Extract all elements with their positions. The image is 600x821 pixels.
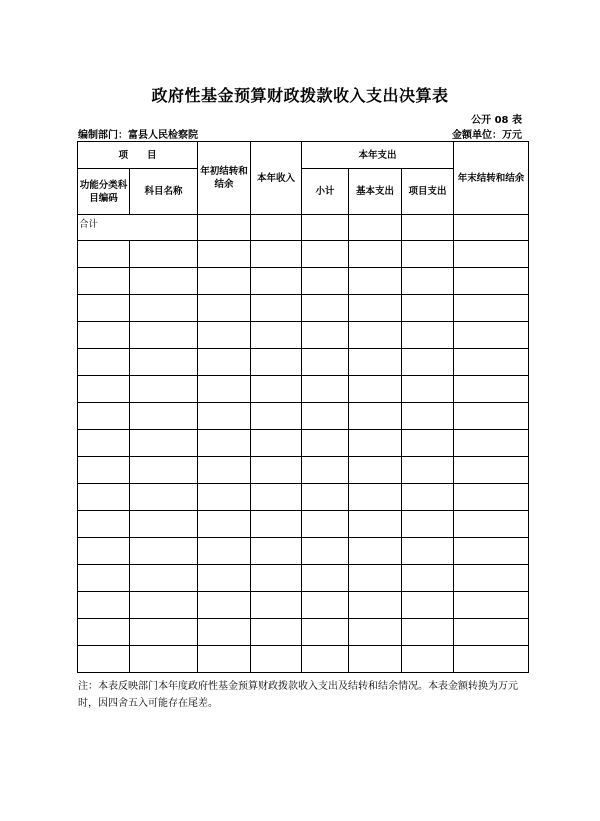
table-cell: [402, 215, 454, 241]
table-cell: [130, 349, 198, 376]
header-expenditure: 本年支出: [302, 142, 454, 169]
table-cell: [198, 484, 251, 511]
table-row: [78, 295, 529, 322]
table-cell: [454, 619, 529, 646]
table-cell: [198, 322, 251, 349]
header-subtotal: 小计: [302, 169, 349, 215]
header-subject-name: 科目名称: [130, 169, 198, 215]
table-cell: [302, 619, 349, 646]
table-cell: [454, 403, 529, 430]
table-cell: [402, 295, 454, 322]
table-cell: [130, 565, 198, 592]
table-cell: [130, 484, 198, 511]
table-cell: [302, 457, 349, 484]
table-cell: [78, 268, 130, 295]
table-row: [78, 538, 529, 565]
page-title: 政府性基金预算财政拨款收入支出决算表: [151, 86, 449, 105]
table-cell: [130, 430, 198, 457]
table-cell: [302, 215, 349, 241]
table-cell: [251, 457, 302, 484]
table-cell: [349, 457, 402, 484]
table-cell: [402, 268, 454, 295]
table-cell: [78, 241, 130, 268]
table-cell: [349, 376, 402, 403]
table-cell: [402, 565, 454, 592]
table-cell: [349, 241, 402, 268]
table-cell: [251, 592, 302, 619]
table-cell: [454, 322, 529, 349]
table-row: [78, 349, 529, 376]
total-row: [78, 215, 529, 241]
table-row: [78, 484, 529, 511]
table-cell: [402, 484, 454, 511]
table-cell: [302, 376, 349, 403]
table-cell: [402, 322, 454, 349]
table-cell: [302, 538, 349, 565]
table-row: [78, 241, 529, 268]
table-row: [78, 619, 529, 646]
table-cell: [251, 511, 302, 538]
table-cell: [454, 646, 529, 673]
table-cell: [349, 646, 402, 673]
table-cell: [198, 215, 251, 241]
table-row: [78, 403, 529, 430]
table-cell: [402, 430, 454, 457]
table-cell: [251, 619, 302, 646]
table-cell: [302, 241, 349, 268]
table-cell: [130, 268, 198, 295]
table-cell: [78, 565, 130, 592]
table-cell: [349, 511, 402, 538]
table-cell: [198, 376, 251, 403]
table-cell: [78, 295, 130, 322]
header-basic: 基本支出: [349, 169, 402, 215]
table-cell: [251, 484, 302, 511]
header-begin-balance: 年初结转和结余: [198, 142, 251, 215]
table-cell: [454, 457, 529, 484]
table-cell: [302, 403, 349, 430]
total-label: 合计: [78, 215, 198, 241]
table-cell: [198, 349, 251, 376]
table-cell: [302, 322, 349, 349]
table-cell: [78, 322, 130, 349]
table-cell: [349, 322, 402, 349]
table-cell: [251, 349, 302, 376]
budget-table: [77, 141, 529, 673]
header-item: 项 目: [78, 142, 198, 169]
table-row: [78, 322, 529, 349]
table-cell: [402, 241, 454, 268]
table-cell: [302, 484, 349, 511]
table-cell: [349, 592, 402, 619]
table-row: [78, 457, 529, 484]
table-cell: [349, 268, 402, 295]
table-cell: [198, 241, 251, 268]
table-cell: [402, 538, 454, 565]
table-cell: [130, 376, 198, 403]
table-cell: [251, 538, 302, 565]
table-cell: [130, 295, 198, 322]
table-cell: [78, 592, 130, 619]
table-cell: [402, 403, 454, 430]
table-cell: [302, 268, 349, 295]
table-cell: [402, 457, 454, 484]
table-cell: [349, 403, 402, 430]
table-cell: [349, 215, 402, 241]
table-row: [78, 430, 529, 457]
table-cell: [130, 592, 198, 619]
table-cell: [198, 430, 251, 457]
table-cell: [78, 430, 130, 457]
table-cell: [251, 268, 302, 295]
table-cell: [402, 646, 454, 673]
table-cell: [454, 376, 529, 403]
table-cell: [130, 646, 198, 673]
table-cell: [454, 511, 529, 538]
table-cell: [349, 538, 402, 565]
header-function-code: 功能分类科目编码: [78, 169, 130, 215]
table-cell: [251, 430, 302, 457]
table-cell: [78, 349, 130, 376]
unit-label: 金额单位：万元: [452, 130, 522, 141]
table-cell: [198, 403, 251, 430]
footnote: 注：本表反映部门本年度政府性基金预算财政拨款收入支出及结转和结余情况。本表金额转换为万元时，因四舍五入可能存在尾差。: [78, 681, 518, 709]
table-cell: [130, 619, 198, 646]
table-row: [78, 592, 529, 619]
header-project: 项目支出: [402, 169, 454, 215]
table-cell: [349, 295, 402, 322]
table-cell: [454, 565, 529, 592]
table-cell: [454, 484, 529, 511]
table-cell: [78, 457, 130, 484]
table-cell: [198, 268, 251, 295]
table-cell: [130, 511, 198, 538]
table-cell: [454, 215, 529, 241]
table-cell: [402, 511, 454, 538]
table-cell: [251, 241, 302, 268]
table-cell: [302, 511, 349, 538]
table-cell: [251, 376, 302, 403]
table-cell: [198, 538, 251, 565]
table-cell: [402, 349, 454, 376]
table-cell: [198, 565, 251, 592]
table-cell: [454, 295, 529, 322]
table-cell: [78, 484, 130, 511]
table-cell: [402, 619, 454, 646]
table-cell: [251, 646, 302, 673]
department-label: 编制部门：富县人民检察院: [78, 130, 198, 141]
table-cell: [454, 349, 529, 376]
table-cell: [349, 349, 402, 376]
header-end-balance: 年末结转和结余: [454, 142, 529, 215]
table-cell: [251, 215, 302, 241]
table-cell: [251, 295, 302, 322]
table-cell: [251, 322, 302, 349]
table-cell: [302, 295, 349, 322]
table-cell: [78, 646, 130, 673]
table-row: [78, 268, 529, 295]
table-cell: [349, 565, 402, 592]
table-cell: [302, 646, 349, 673]
table-cell: [349, 430, 402, 457]
table-cell: [302, 430, 349, 457]
table-cell: [251, 565, 302, 592]
table-cell: [130, 322, 198, 349]
table-cell: [302, 592, 349, 619]
table-cell: [349, 619, 402, 646]
table-cell: [349, 484, 402, 511]
table-cell: [198, 295, 251, 322]
table-cell: [198, 646, 251, 673]
table-cell: [130, 403, 198, 430]
table-cell: [78, 376, 130, 403]
table-cell: [198, 511, 251, 538]
table-cell: [302, 565, 349, 592]
table-cell: [198, 457, 251, 484]
table-cell: [454, 538, 529, 565]
table-cell: [251, 403, 302, 430]
form-number: 公开 08 表: [471, 115, 522, 126]
table-cell: [454, 592, 529, 619]
table-cell: [78, 403, 130, 430]
table-row: [78, 511, 529, 538]
table-row: [78, 646, 529, 673]
table-cell: [454, 241, 529, 268]
table-cell: [78, 619, 130, 646]
table-cell: [130, 241, 198, 268]
table-cell: [130, 538, 198, 565]
table-cell: [402, 376, 454, 403]
table-cell: [402, 592, 454, 619]
table-cell: [198, 619, 251, 646]
table-cell: [78, 538, 130, 565]
header-income: 本年收入: [251, 142, 302, 215]
table-cell: [130, 457, 198, 484]
table-cell: [78, 511, 130, 538]
table-cell: [454, 268, 529, 295]
table-cell: [454, 430, 529, 457]
table-cell: [198, 592, 251, 619]
table-row: [78, 565, 529, 592]
table-cell: [302, 349, 349, 376]
table-row: [78, 376, 529, 403]
